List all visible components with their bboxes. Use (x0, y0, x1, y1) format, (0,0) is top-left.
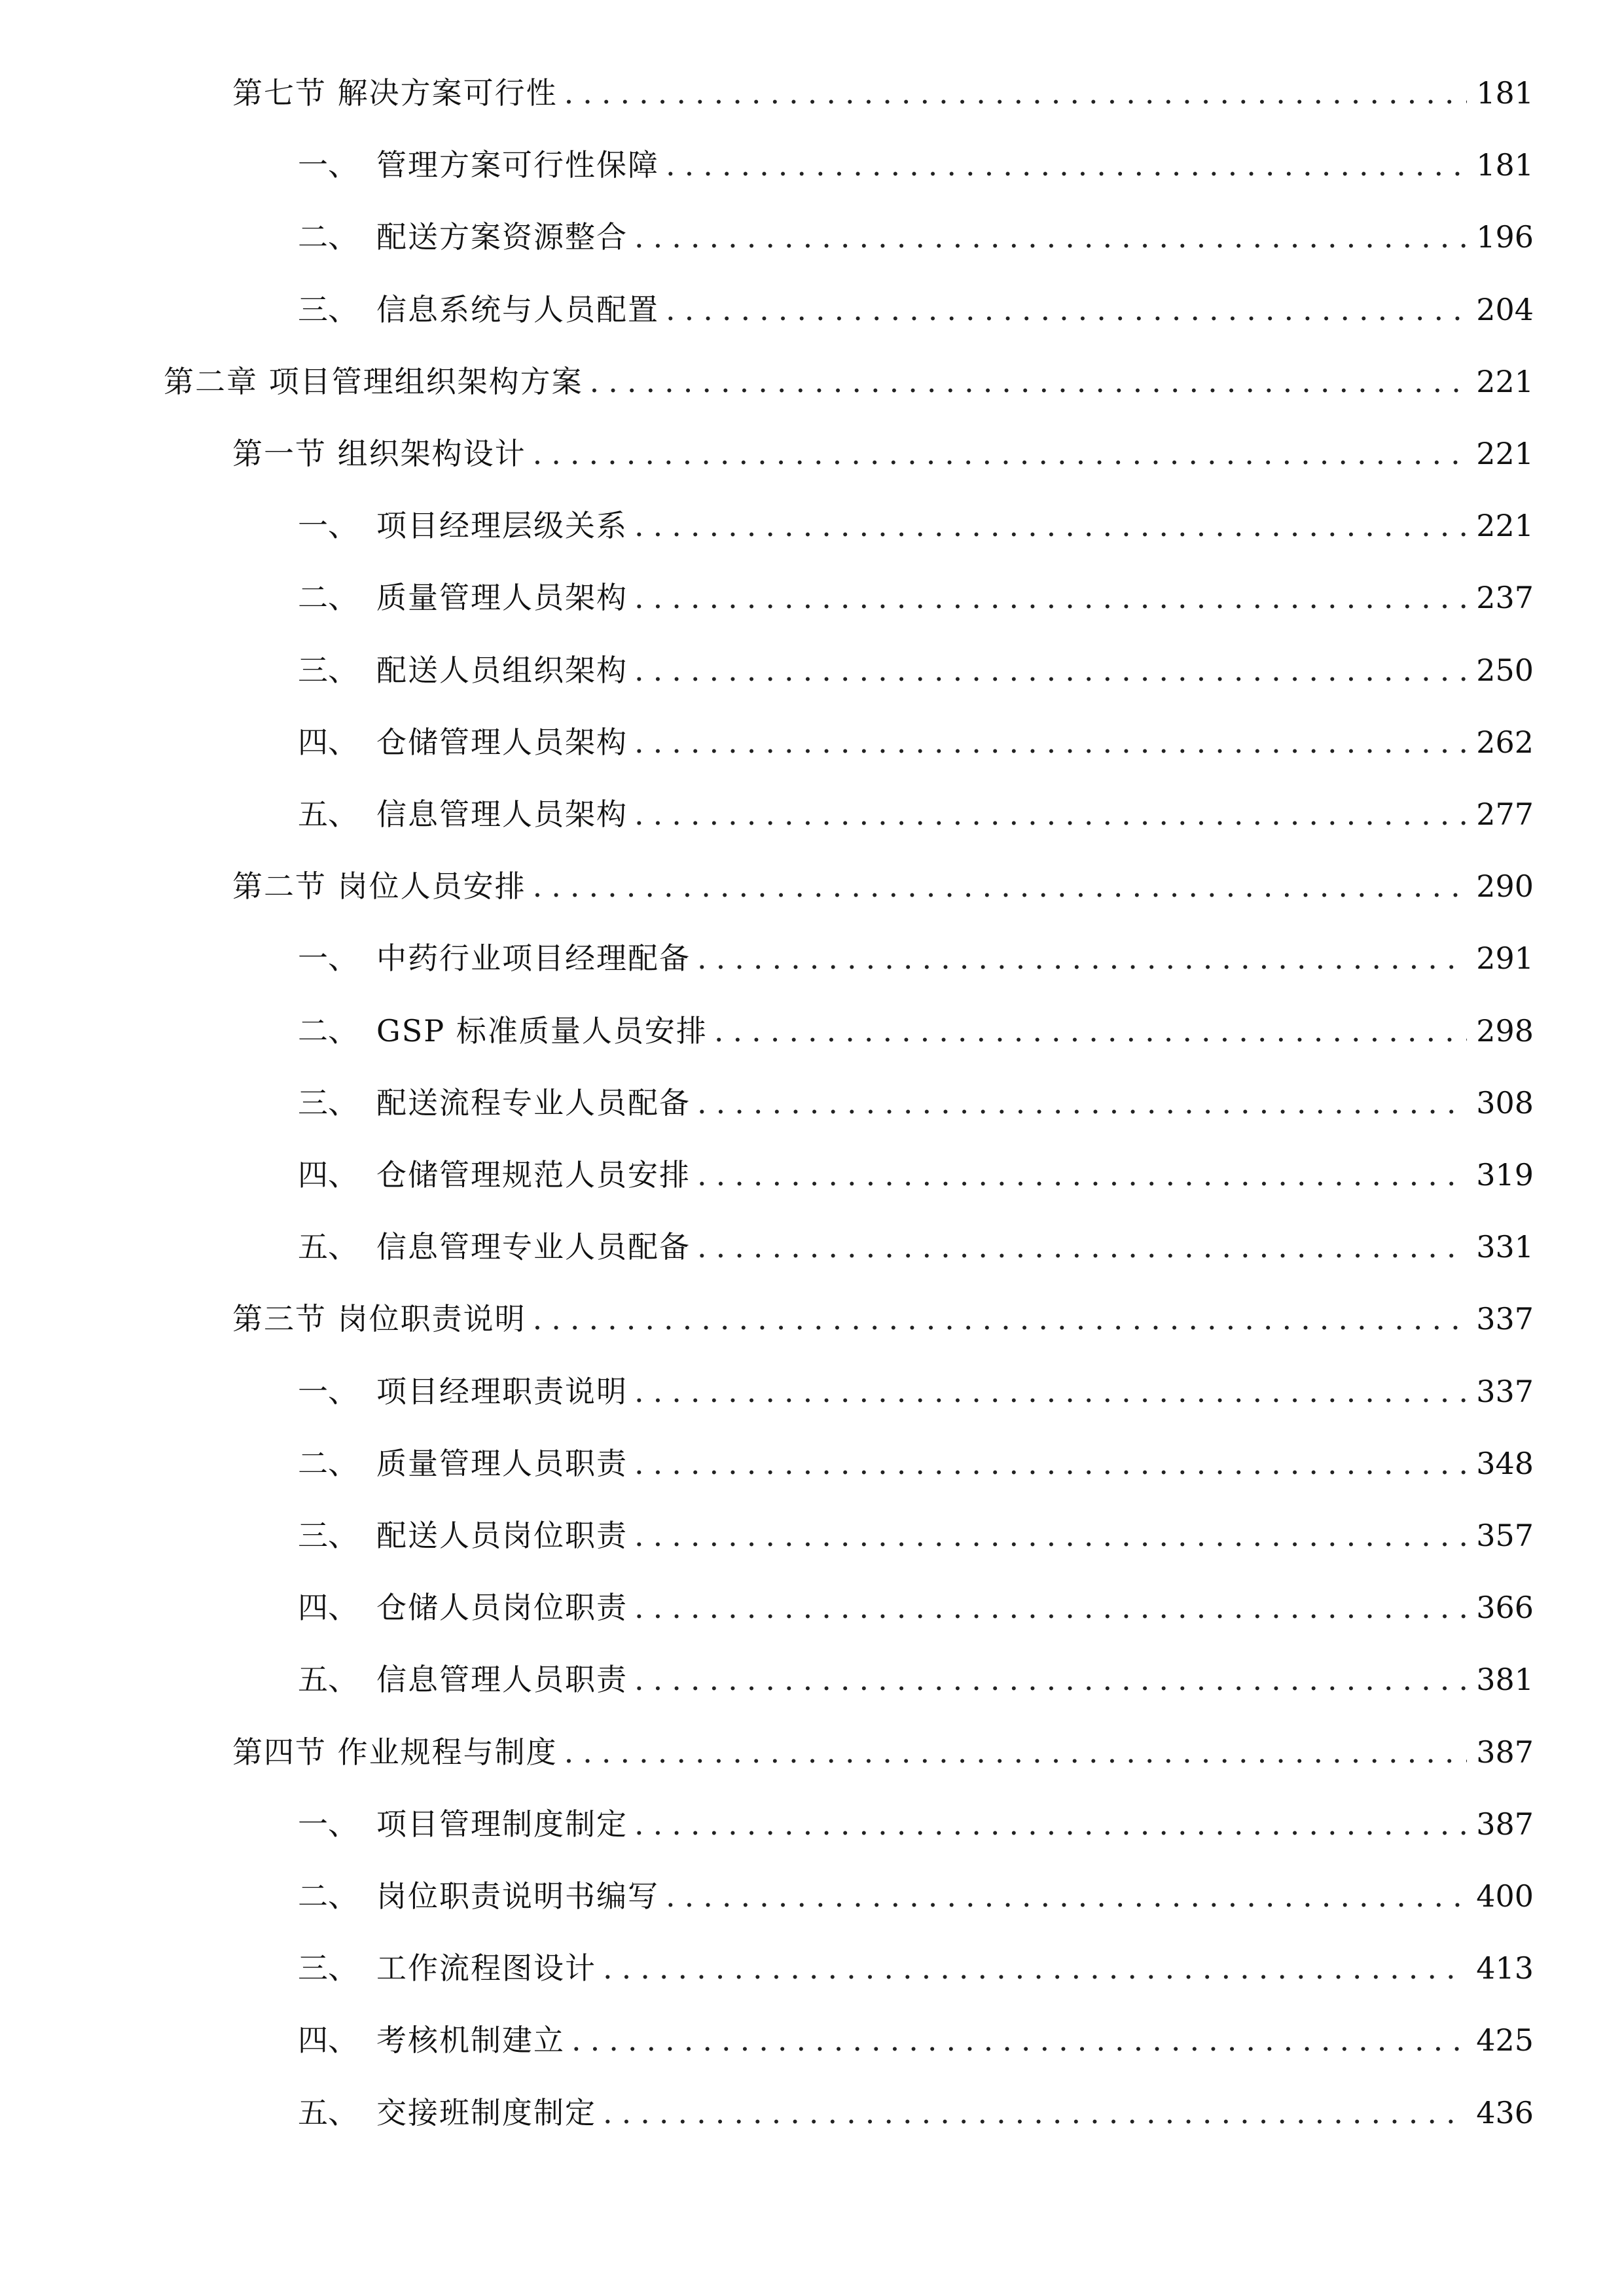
toc-entry-title: 第一节 组织架构设计 (232, 436, 526, 471)
toc-entry[interactable] (0, 1221, 1624, 1273)
toc-entry-page-number: 337 (1476, 1374, 1534, 1409)
dot-leader (634, 788, 1467, 840)
toc-entry[interactable] (0, 1870, 1624, 1922)
toc-entry[interactable] (0, 2014, 1624, 2066)
toc-entry[interactable] (0, 139, 1624, 191)
dot-leader (666, 1870, 1467, 1922)
toc-entry-title: 配送方案资源整合 (376, 219, 628, 255)
toc-entry-number: 五、 (298, 2095, 358, 2130)
toc-entry-page-number: 181 (1476, 147, 1534, 183)
toc-entry-number: 一、 (298, 941, 358, 976)
dot-leader (634, 644, 1467, 696)
toc-entry-page-number: 277 (1476, 797, 1534, 832)
toc-entry-page-number: 381 (1476, 1662, 1534, 1697)
toc-entry[interactable] (0, 67, 1624, 119)
toc-entry-number: 四、 (298, 1157, 358, 1193)
dot-leader (666, 139, 1467, 191)
toc-entry-number: 一、 (298, 147, 358, 183)
toc-entry[interactable] (0, 1293, 1624, 1345)
toc-entry[interactable] (0, 1581, 1624, 1634)
toc-entry[interactable] (0, 1077, 1624, 1129)
toc-entry-title: 管理方案可行性保障 (376, 147, 659, 183)
dot-leader (714, 1005, 1467, 1057)
toc-entry-number: 一、 (298, 1374, 358, 1409)
dot-leader (564, 67, 1468, 119)
dot-leader (533, 1293, 1468, 1345)
toc-entry-page-number: 413 (1476, 1950, 1534, 1986)
dot-leader (634, 1437, 1467, 1490)
dot-leader (590, 355, 1468, 408)
toc-entry-title: 第二节 岗位人员安排 (232, 869, 526, 904)
toc-entry-number: 二、 (298, 1446, 358, 1481)
toc-entry-number: 四、 (298, 1590, 358, 1625)
toc-entry[interactable] (0, 1509, 1624, 1562)
toc-entry[interactable] (0, 1726, 1624, 1778)
toc-entry-page-number: 357 (1476, 1518, 1534, 1553)
toc-entry[interactable] (0, 1942, 1624, 1994)
toc-entry-page-number: 181 (1476, 75, 1534, 111)
dot-leader (571, 2014, 1467, 2066)
toc-entry-title: 第三节 岗位职责说明 (232, 1301, 526, 1336)
toc-entry-title: 仓储人员岗位职责 (376, 1590, 628, 1625)
toc-entry-page-number: 221 (1476, 364, 1534, 399)
toc-entry-page-number: 204 (1476, 292, 1534, 327)
toc-entry-title: 配送流程专业人员配备 (376, 1085, 691, 1121)
toc-entry-page-number: 331 (1476, 1229, 1534, 1265)
dot-leader (634, 571, 1467, 624)
dot-leader (603, 1942, 1467, 1994)
toc-entry-title: 质量管理人员职责 (376, 1446, 628, 1481)
toc-entry-title: 工作流程图设计 (376, 1950, 596, 1986)
toc-entry[interactable] (0, 860, 1624, 912)
toc-entry-number: 二、 (298, 219, 358, 255)
toc-entry[interactable] (0, 211, 1624, 263)
toc-entry-title: 项目经理层级关系 (376, 508, 628, 543)
toc-entry-number: 二、 (298, 1013, 358, 1049)
toc-entry-title: 交接班制度制定 (376, 2095, 596, 2130)
toc-entry-page-number: 262 (1476, 725, 1534, 760)
dot-leader (697, 1221, 1467, 1273)
toc-entry[interactable] (0, 1437, 1624, 1490)
toc-entry-title: 岗位职责说明书编写 (376, 1878, 659, 1914)
toc-entry-number: 一、 (298, 508, 358, 543)
toc-entry-title: 配送人员岗位职责 (376, 1518, 628, 1553)
dot-leader (564, 1726, 1468, 1778)
toc-entry-title: 质量管理人员架构 (376, 580, 628, 615)
toc-entry-title: 第四节 作业规程与制度 (232, 1734, 558, 1770)
dot-leader (533, 427, 1468, 480)
toc-entry-page-number: 348 (1476, 1446, 1534, 1481)
toc-entry-title: 配送人员组织架构 (376, 653, 628, 688)
toc-entry[interactable] (0, 283, 1624, 336)
toc-entry-number: 三、 (298, 292, 358, 327)
toc-entry[interactable] (0, 788, 1624, 840)
dot-leader (697, 1149, 1467, 1201)
toc-entry[interactable] (0, 1365, 1624, 1418)
dot-leader (697, 1077, 1467, 1129)
toc-entry-number: 五、 (298, 1662, 358, 1697)
toc-entry-number: 三、 (298, 1085, 358, 1121)
toc-entry[interactable] (0, 716, 1624, 768)
toc-entry-title: 考核机制建立 (376, 2022, 565, 2058)
toc-entry-page-number: 308 (1476, 1085, 1534, 1121)
toc-entry-title: 仓储管理规范人员安排 (376, 1157, 691, 1193)
toc-entry-title: 信息管理专业人员配备 (376, 1229, 691, 1265)
dot-leader (634, 716, 1467, 768)
toc-entry-title: 第七节 解决方案可行性 (232, 75, 558, 111)
toc-entry-number: 五、 (298, 797, 358, 832)
dot-leader (634, 1581, 1467, 1634)
dot-leader (697, 932, 1467, 984)
toc-entry-title: 项目管理制度制定 (376, 1806, 628, 1842)
toc-entry-title: 第二章 项目管理组织架构方案 (164, 364, 583, 399)
dot-leader (666, 283, 1467, 336)
toc-entry-page-number: 337 (1476, 1301, 1534, 1336)
toc-entry-page-number: 221 (1476, 436, 1534, 471)
toc-entry-page-number: 319 (1476, 1157, 1534, 1193)
toc-entry-page-number: 196 (1476, 219, 1534, 255)
dot-leader (634, 1365, 1467, 1418)
toc-entry-title: 仓储管理人员架构 (376, 725, 628, 760)
toc-entry-page-number: 366 (1476, 1590, 1534, 1625)
toc-entry-number: 四、 (298, 2022, 358, 2058)
toc-entry-page-number: 436 (1476, 2095, 1534, 2130)
toc-entry-page-number: 290 (1476, 869, 1534, 904)
dot-leader (634, 1798, 1467, 1850)
toc-entry-number: 一、 (298, 1806, 358, 1842)
toc-entry-page-number: 237 (1476, 580, 1534, 615)
toc-entry[interactable] (0, 499, 1624, 552)
toc-entry-page-number: 387 (1476, 1734, 1534, 1770)
dot-leader (634, 211, 1467, 263)
toc-entry-number: 三、 (298, 1950, 358, 1986)
toc-entry-title: 信息管理人员架构 (376, 797, 628, 832)
dot-leader (533, 860, 1468, 912)
toc-entry-title: 信息系统与人员配置 (376, 292, 659, 327)
toc-entry-page-number: 221 (1476, 508, 1534, 543)
toc-entry-title: 中药行业项目经理配备 (376, 941, 691, 976)
toc-entry-page-number: 291 (1476, 941, 1534, 976)
dot-leader (603, 2087, 1467, 2139)
dot-leader (634, 499, 1467, 552)
toc-entry-page-number: 250 (1476, 653, 1534, 688)
toc-entry-page-number: 298 (1476, 1013, 1534, 1049)
dot-leader (634, 1653, 1467, 1706)
toc-entry-number: 二、 (298, 1878, 358, 1914)
toc-entry-number: 四、 (298, 725, 358, 760)
toc-entry[interactable] (0, 1149, 1624, 1201)
toc-entry-number: 五、 (298, 1229, 358, 1265)
toc-entry-page-number: 387 (1476, 1806, 1534, 1842)
toc-entry[interactable] (0, 2087, 1624, 2139)
toc-entry-number: 三、 (298, 1518, 358, 1553)
toc-entry-title: 信息管理人员职责 (376, 1662, 628, 1697)
toc-entry[interactable] (0, 571, 1624, 624)
dot-leader (634, 1509, 1467, 1562)
toc-entry[interactable] (0, 1653, 1624, 1706)
toc-entry-page-number: 425 (1476, 2022, 1534, 2058)
toc-entry[interactable] (0, 932, 1624, 984)
toc-entry-title: 项目经理职责说明 (376, 1374, 628, 1409)
toc-entry[interactable] (0, 1798, 1624, 1850)
toc-entry[interactable] (0, 644, 1624, 696)
toc-entry-number: 二、 (298, 580, 358, 615)
toc-entry[interactable] (0, 355, 1624, 408)
toc-entry-number: 三、 (298, 653, 358, 688)
toc-entry[interactable] (0, 427, 1624, 480)
toc-entry-page-number: 400 (1476, 1878, 1534, 1914)
toc-entry-title: GSP 标准质量人员安排 (376, 1013, 708, 1049)
toc-entry[interactable] (0, 1005, 1624, 1057)
